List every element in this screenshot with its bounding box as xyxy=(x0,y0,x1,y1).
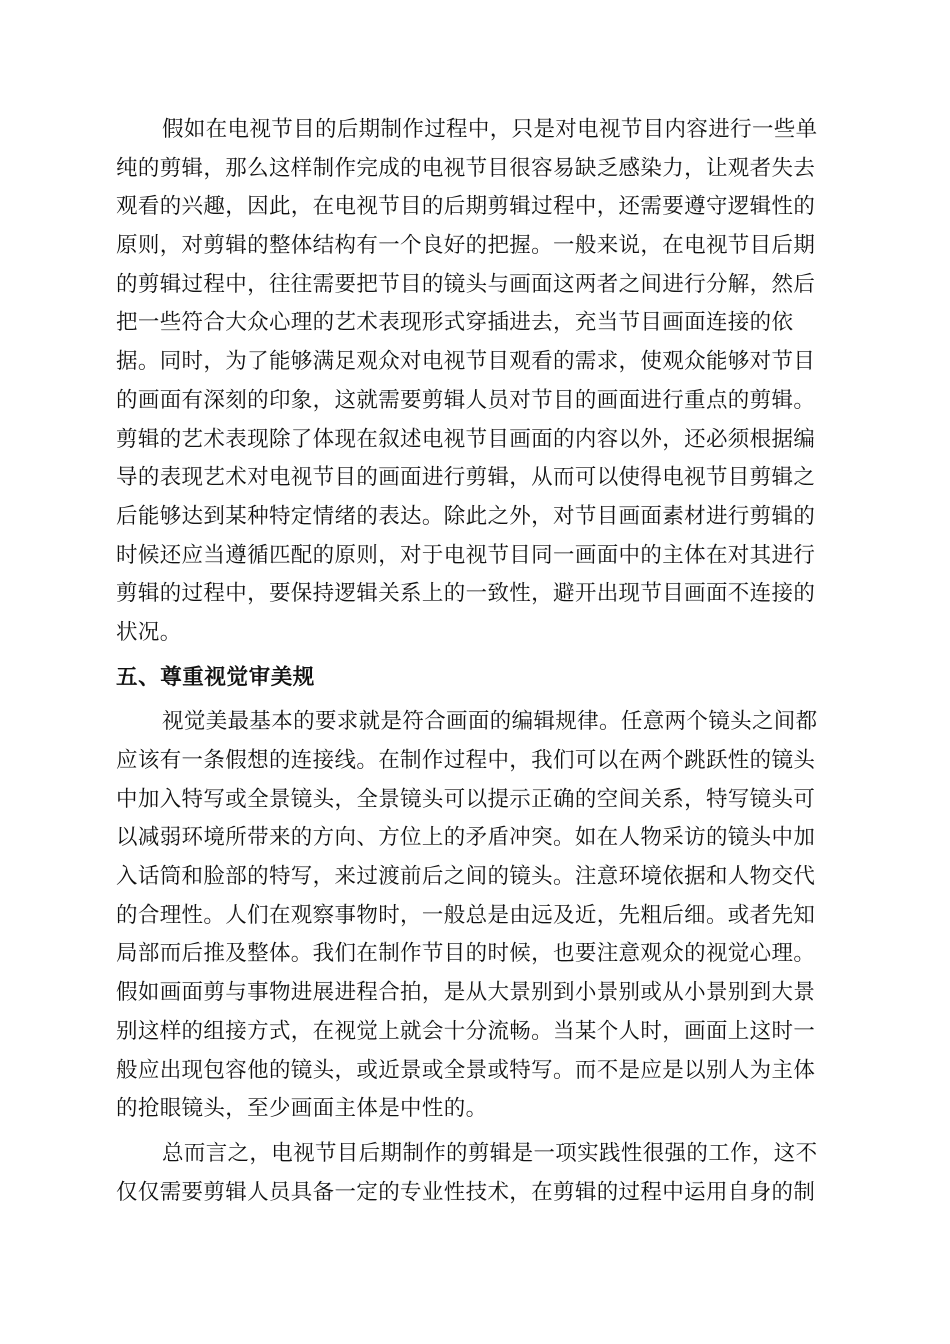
text-line: 别这样的组接方式，在视觉上就会十分流畅。当某个人时，画面上这时一 xyxy=(116,1018,816,1044)
text-line: 总而言之，电视节目后期制作的剪辑是一项实践性很强的工作，这不 xyxy=(162,1140,818,1166)
paragraph-visual-aesthetics xyxy=(116,703,834,1129)
text-line: 剪辑的艺术表现除了体现在叙述电视节目画面的内容以外，还必须根据编 xyxy=(116,426,816,452)
text-line: 以减弱环境所带来的方向、方位上的矛盾冲突。如在人物采访的镜头中加 xyxy=(116,825,816,851)
text-line: 的抢眼镜头，至少画面主体是中性的。 xyxy=(116,1096,488,1122)
paragraph-editing-logic xyxy=(116,111,834,653)
document-page xyxy=(116,111,834,1212)
text-line: 假如画面剪与事物进展进程合拍，是从大景别到小景别或从小景别到大景 xyxy=(116,980,816,1006)
text-line: 假如在电视节目的后期制作过程中，只是对电视节目内容进行一些单 xyxy=(162,117,818,142)
text-line: 的画面有深刻的印象，这就需要剪辑人员对节目的画面进行重点的剪辑。 xyxy=(116,387,816,413)
text-line: 后能够达到某种特定情绪的表达。除此之外，对节目画面素材进行剪辑的 xyxy=(116,503,816,529)
text-line: 状况。 xyxy=(116,619,182,645)
text-line: 视觉美最基本的要求就是符合画面的编辑规律。任意两个镜头之间都 xyxy=(162,709,818,735)
text-line: 时候还应当遵循匹配的原则，对于电视节目同一画面中的主体在对其进行 xyxy=(116,542,816,568)
text-line: 据。同时，为了能够满足观众对电视节目观看的需求，使观众能够对节目 xyxy=(116,349,816,375)
text-line: 般应出现包容他的镜头，或近景或全景或特写。而不是应是以别人为主体 xyxy=(116,1057,816,1083)
text-line: 的合理性。人们在观察事物时，一般总是由远及近，先粗后细。或者先知 xyxy=(116,902,816,928)
section-heading: 五、尊重视觉审美规 xyxy=(116,664,315,690)
text-line: 观看的兴趣，因此，在电视节目的后期剪辑过程中，还需要遵守逻辑性的 xyxy=(116,194,816,220)
text-line: 中加入特写或全景镜头，全景镜头可以提示正确的空间关系，特写镜头可 xyxy=(116,786,816,812)
text-line: 仅仅需要剪辑人员具备一定的专业性技术，在剪辑的过程中运用自身的制 xyxy=(116,1179,816,1205)
paragraph-conclusion xyxy=(116,1135,834,1212)
text-line: 原则，对剪辑的整体结构有一个良好的把握。一般来说，在电视节目后期 xyxy=(116,233,816,259)
text-line: 纯的剪辑，那么这样制作完成的电视节目很容易缺乏感染力，让观者失去 xyxy=(116,155,816,181)
text-line: 的剪辑过程中，往往需要把节目的镜头与画面这两者之间进行分解，然后 xyxy=(116,271,816,297)
text-line: 把一些符合大众心理的艺术表现形式穿插进去，充当节目画面连接的依 xyxy=(116,310,794,336)
text-line: 导的表现艺术对电视节目的画面进行剪辑，从而可以使得电视节目剪辑之 xyxy=(116,465,816,491)
text-line: 入话筒和脸部的特写，来过渡前后之间的镜头。注意环境依据和人物交代 xyxy=(116,864,816,890)
text-line: 剪辑的过程中，要保持逻辑关系上的一致性，避开出现节目画面不连接的 xyxy=(116,581,816,607)
text-line: 局部而后推及整体。我们在制作节目的时候，也要注意观众的视觉心理。 xyxy=(116,941,816,967)
text-line: 应该有一条假想的连接线。在制作过程中，我们可以在两个跳跃性的镜头 xyxy=(116,748,816,773)
